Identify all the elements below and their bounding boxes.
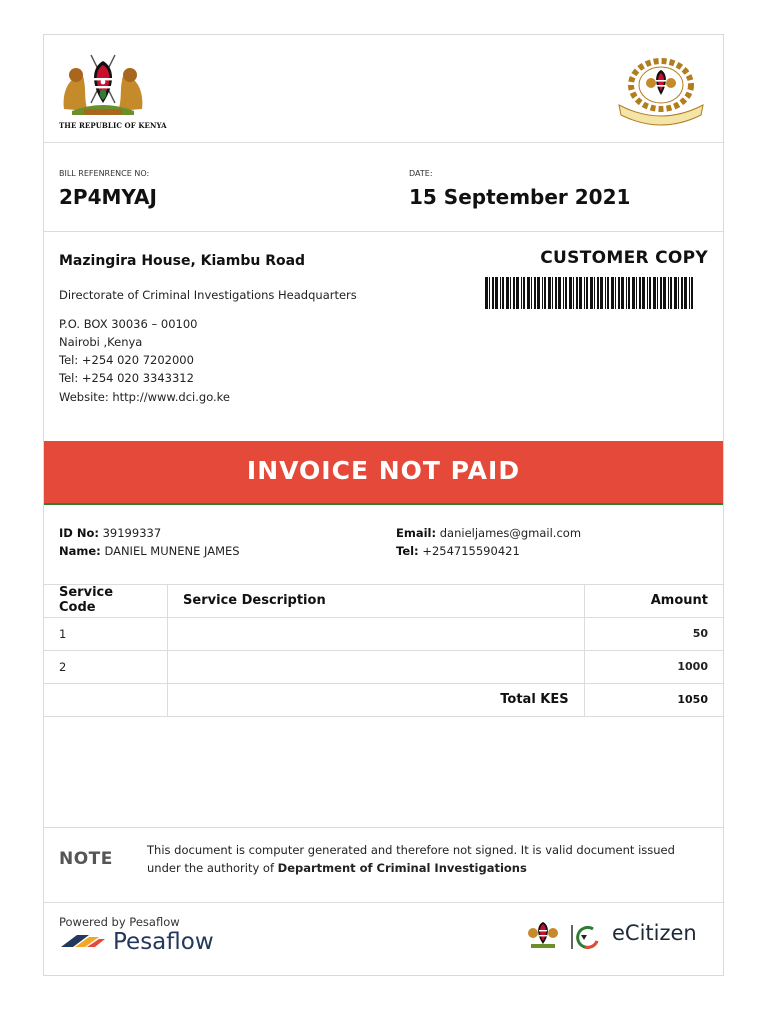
invoice-status-banner — [44, 441, 723, 505]
id-label: ID No: — [59, 526, 99, 540]
customer-info-section — [44, 505, 723, 585]
invoice-header — [44, 35, 723, 143]
invoice-status-text: INVOICE NOT PAID — [246, 456, 521, 485]
customer-name — [59, 544, 240, 558]
footer — [44, 902, 723, 976]
customer-copy-label: CUSTOMER COPY — [540, 248, 708, 268]
customer-phone — [396, 544, 520, 558]
ecitizen-logo — [523, 916, 709, 964]
note-body: This document is computer generated and therefore not signed. It is valid document issued under the authority of — [147, 843, 675, 875]
column-header-amount: Amount — [584, 584, 723, 617]
address-title: Mazingira House, Kiambu Road — [59, 253, 306, 269]
directorate-name: Directorate of Criminal Investigations Headquarters — [59, 288, 357, 302]
service-description — [168, 617, 585, 650]
bill-reference-label: BILL REFENRENCE NO: — [59, 169, 150, 178]
pesaflow-wordmark: Pesaflow — [113, 929, 214, 955]
bill-reference-value: 2P4MYAJ — [59, 185, 157, 209]
bill-info-section — [44, 142, 723, 232]
tel-value: +254715590421 — [422, 544, 520, 558]
phone-line: Tel: +254 020 7202000 — [59, 353, 194, 367]
service-description — [168, 650, 585, 683]
customer-email — [396, 526, 581, 540]
republic-caption: THE REPUBLIC OF KENYA — [59, 121, 167, 130]
note-section — [44, 827, 723, 903]
service-amount: 50 — [584, 617, 723, 650]
column-header-description: Service Description — [168, 584, 585, 617]
id-number — [59, 526, 161, 540]
name-value: DANIEL MUNENE JAMES — [104, 544, 240, 558]
name-label: Name: — [59, 544, 101, 558]
services-table — [44, 584, 723, 717]
service-code: 1 — [44, 617, 168, 650]
note-authority: Department of Criminal Investigations — [277, 861, 527, 875]
total-label: Total KES — [168, 683, 585, 716]
id-value: 39199337 — [102, 526, 162, 540]
column-header-code: Service Code — [44, 584, 168, 617]
powered-by-text: Powered by Pesaflow — [59, 915, 180, 929]
address-line: Nairobi ,Kenya — [59, 335, 143, 349]
national-police-service-emblem-icon — [613, 53, 709, 127]
ecitizen-wordmark: eCitizen — [612, 921, 697, 945]
email-value: danieljames@gmail.com — [439, 526, 582, 540]
blank-space — [44, 720, 723, 828]
barcode-icon — [485, 277, 697, 309]
invoice-document — [43, 34, 724, 976]
address-line: P.O. BOX 30036 – 00100 — [59, 317, 198, 331]
tel-label: Tel: — [396, 544, 419, 558]
table-row — [44, 650, 723, 683]
email-label: Email: — [396, 526, 437, 540]
total-row — [44, 683, 723, 716]
phone-line: Tel: +254 020 3343312 — [59, 371, 194, 385]
note-label: NOTE — [59, 849, 113, 869]
date-value: 15 September 2021 — [409, 185, 631, 209]
table-row — [44, 617, 723, 650]
note-text — [147, 841, 707, 877]
service-code: 2 — [44, 650, 168, 683]
address-section — [44, 231, 723, 441]
service-amount: 1000 — [584, 650, 723, 683]
pesaflow-logo-icon — [59, 931, 107, 955]
table-header-row — [44, 584, 723, 617]
website-line: Website: http://www.dci.go.ke — [59, 390, 231, 404]
date-label: DATE: — [409, 169, 433, 178]
total-value: 1050 — [584, 683, 723, 716]
